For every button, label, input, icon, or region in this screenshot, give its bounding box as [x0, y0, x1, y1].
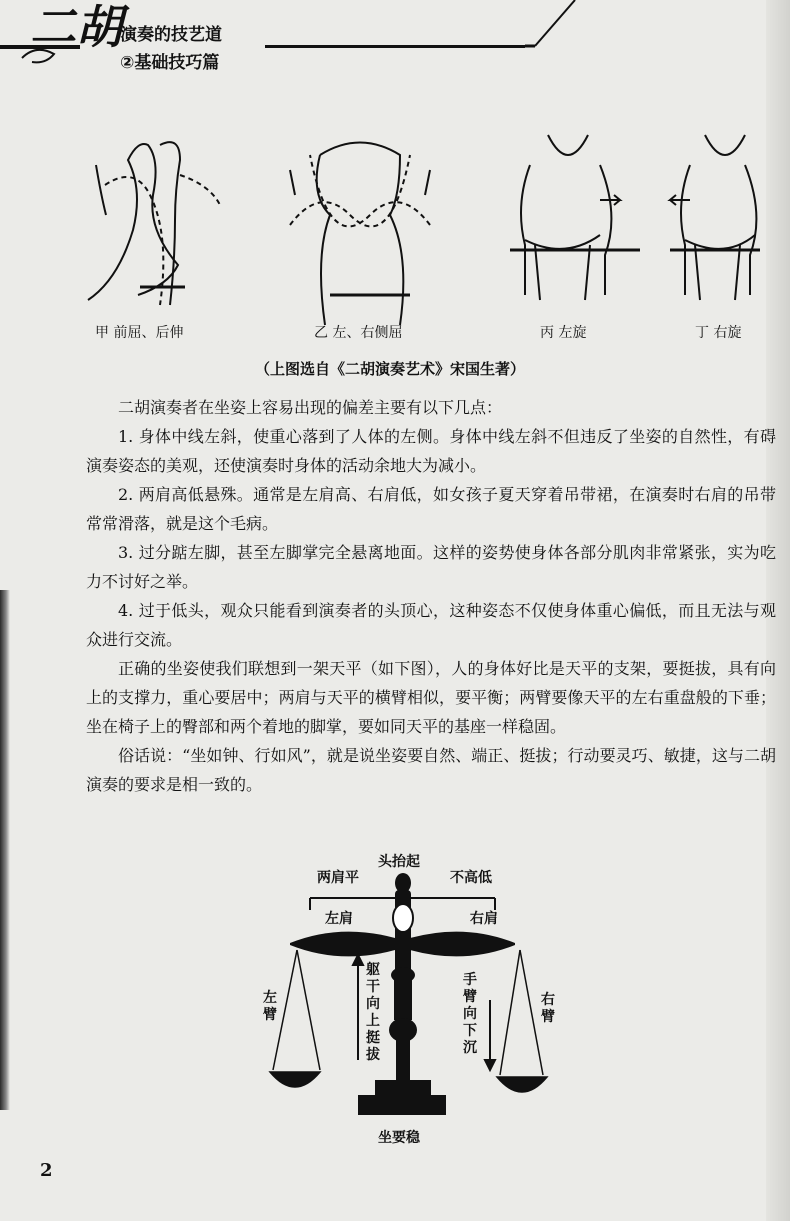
label-right-shoulder: 右肩: [470, 911, 498, 927]
posture-figures: [0, 125, 790, 325]
arm-arrow-icon: [485, 1000, 495, 1070]
figure-label-bing: 丙 左旋: [540, 325, 587, 341]
paragraph-saying: 俗话说：“坐如钟、行如风”，就是说坐姿要自然、端正、挺拔；行动要灵巧、敏捷，这与二胡演奏的要求是相一致的。: [86, 746, 776, 794]
label-torso-upright: 躯干向上挺拔: [366, 962, 380, 1063]
label-left-arm: 左臂: [263, 990, 277, 1023]
header-decoration: [0, 0, 790, 75]
cloud-icon: [22, 50, 54, 62]
page-header: [0, 0, 790, 75]
label-head-up: 头抬起: [378, 854, 420, 870]
label-arms-down: 手臂向下沉: [463, 972, 477, 1056]
figure-label-ding: 丁 右旋: [695, 325, 742, 341]
figure-label-jia: 甲 前屈、后伸: [95, 325, 184, 341]
paragraph-intro: 二胡演奏者在坐姿上容易出现的偏差主要有以下几点：: [118, 398, 503, 417]
figure-right-rotation: [670, 135, 760, 300]
figure-left-rotation: [510, 135, 640, 300]
label-no-high-low: 不高低: [450, 870, 492, 886]
balance-scale-diagram: [0, 850, 790, 1150]
paragraph-balance: 正确的坐姿使我们联想到一架天平（如下图），人的身体好比是天平的支架，要挺拔，具有向上的支撑力，重心要居中；两肩与天平的横臂相似，要平衡；两臂要像天平的左右重盘般的下垂；坐在椅子上的臀部和两个着地的脚掌，要如同天平的基座一样稳固。: [86, 659, 776, 736]
paragraph-point-4: 4. 过于低头，观众只能看到演奏者的头顶心，这种姿态不仅使身体重心偏低，而且无法与观众进行交流。: [86, 601, 776, 649]
paragraph-point-3: 3. 过分踮左脚，甚至左脚掌完全悬离地面。这样的姿势使身体各部分肌肉非常紧张，实为吃力不讨好之举。: [86, 543, 776, 591]
page-number: 2: [40, 1160, 53, 1181]
label-sit-steady: 坐要稳: [378, 1130, 420, 1146]
label-right-arm: 右臂: [541, 992, 555, 1025]
figure-lateral-flexion: [290, 143, 430, 326]
volume-title: ②基础技巧篇: [120, 53, 220, 73]
series-title: 二胡: [30, 0, 122, 54]
paragraph-point-2: 2. 两肩高低悬殊。通常是左肩高、右肩低，如女孩子夏天穿着吊带裙，在演奏时右肩的吊带常常滑落，就是这个毛病。: [86, 485, 776, 533]
figure-label-yi: 乙 左、右侧屈: [314, 325, 403, 341]
torso-arrow-icon: [353, 955, 363, 1060]
book-title: 演奏的技艺道: [120, 25, 222, 45]
figure-flexion-extension: [88, 142, 220, 305]
figure-caption: （上图选自《二胡演奏艺术》宋国生著）: [255, 360, 526, 378]
body-text: [86, 393, 776, 799]
label-shoulders-level: 两肩平: [317, 870, 359, 886]
paragraph-point-1: 1. 身体中线左斜，使重心落到了人体的左侧。身体中线左斜不但违反了坐姿的自然性，有碍演奏姿态的美观，还使演奏时身体的活动余地大为减小。: [86, 427, 776, 475]
label-left-shoulder: 左肩: [325, 911, 353, 927]
